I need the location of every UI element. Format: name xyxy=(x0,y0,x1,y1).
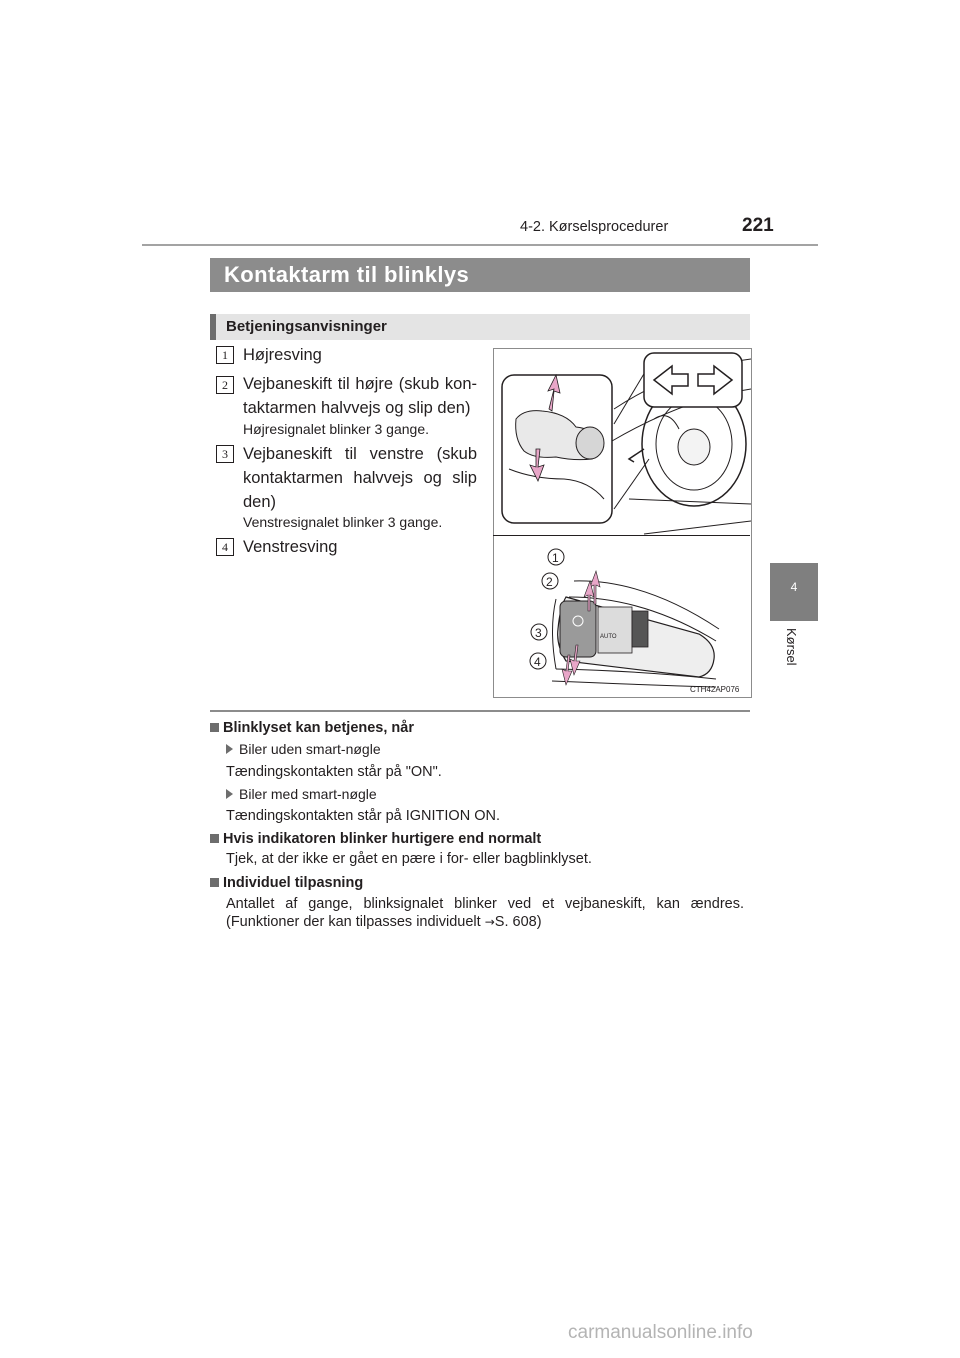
header-section-title: 4-2. Kørselsprocedurer xyxy=(520,219,669,235)
item-3-line-3: den) xyxy=(243,493,277,511)
chapter-tab: 4 xyxy=(770,563,818,621)
item-number-3: 3 xyxy=(216,445,234,463)
page-number: 221 xyxy=(742,215,774,236)
info-heading-1 xyxy=(210,720,414,736)
item-3-note: Venstresignalet blinker 3 gange. xyxy=(243,514,443,530)
item-2-line-2: taktarmen halvvejs og slip den) xyxy=(243,399,471,417)
turn-signal-illustration xyxy=(493,348,752,698)
item-2-line-1: Vejbaneskift til højre (skub kon- xyxy=(243,375,477,393)
illustration-code: CTH42AP076 xyxy=(690,685,740,694)
info-heading-3-text: Individuel tilpasning xyxy=(223,875,364,891)
info-1-sub-1-text: Biler uden smart-nøgle xyxy=(239,741,381,757)
square-bullet-icon xyxy=(210,878,219,887)
info-heading-1-text: Blinklyset kan betjenes, når xyxy=(223,720,414,736)
chapter-label xyxy=(770,624,818,684)
callout-2: 2 xyxy=(546,575,553,589)
callout-4: 4 xyxy=(534,655,541,669)
subheading: Betjeningsanvisninger xyxy=(226,318,387,335)
page-reference: S. 608) xyxy=(494,914,542,930)
info-2-body: Tjek, at der ikke er gået en pære i for- eller bagblinklyset. xyxy=(226,851,592,867)
subheading-accent xyxy=(210,314,216,340)
item-4-text: Venstresving xyxy=(243,538,338,556)
info-1-sub-1 xyxy=(226,741,381,757)
auto-label: AUTO xyxy=(600,634,617,640)
info-heading-2 xyxy=(210,831,541,847)
item-1-text: Højresving xyxy=(243,346,322,364)
info-3-line-2-pre: (Funktioner der kan tilpasses individuelt xyxy=(226,914,485,930)
info-1-sub-2-text: Biler med smart-nøgle xyxy=(239,786,377,802)
info-heading-2-text: Hvis indikatoren blinker hurtigere end normalt xyxy=(223,831,542,847)
item-3-line-1: Vejbaneskift til venstre (skub xyxy=(243,445,477,463)
item-number-2: 2 xyxy=(216,376,234,394)
illustration-divider xyxy=(493,535,750,536)
square-bullet-icon xyxy=(210,834,219,843)
right-arrow-icon: → xyxy=(484,915,495,929)
item-number-4: 4 xyxy=(216,538,234,556)
triangle-bullet-icon xyxy=(226,789,233,799)
info-1-body-2: Tændingskontakten står på IGNITION ON. xyxy=(226,808,500,824)
section-title: Kontaktarm til blinklys xyxy=(224,262,470,287)
square-bullet-icon xyxy=(210,723,219,732)
info-3-line-2 xyxy=(226,914,744,930)
triangle-bullet-icon xyxy=(226,744,233,754)
info-1-body-1: Tændingskontakten står på "ON". xyxy=(226,764,442,780)
item-2-note: Højresignalet blinker 3 gange. xyxy=(243,421,429,437)
watermark: carmanualsonline.info xyxy=(568,1322,753,1343)
callout-3: 3 xyxy=(535,626,542,640)
callout-1: 1 xyxy=(552,551,559,565)
chapter-label-text: Kørsel xyxy=(784,628,799,666)
info-heading-3 xyxy=(210,875,363,891)
info-1-sub-2 xyxy=(226,786,377,802)
info-divider xyxy=(210,710,750,712)
item-number-1: 1 xyxy=(216,346,234,364)
illustration-drawing xyxy=(494,349,751,697)
item-3-line-2: kontaktarmen halvvejs og slip xyxy=(243,469,477,487)
info-3-line-1: Antallet af gange, blinksignalet blinker ved et vejbaneskift, kan ændres. xyxy=(226,896,744,912)
header-rule xyxy=(142,244,818,246)
